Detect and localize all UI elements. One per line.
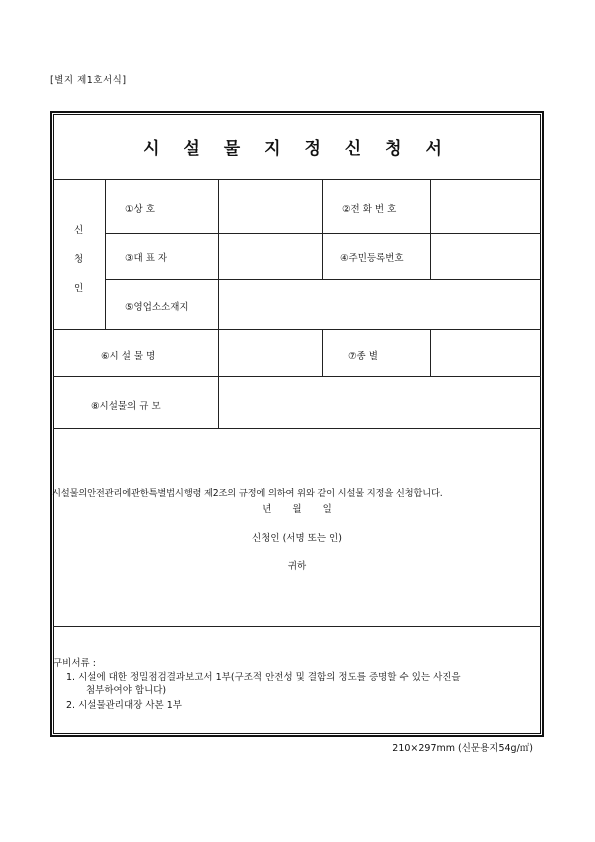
declaration-text: 시설물의안전관리에관한특별법시행령 제2조의 규정에 의하여 위와 같이 시설물 지정을 신청합니다. xyxy=(52,488,443,499)
business-address-label: ⑤영업소소재지 xyxy=(125,302,189,313)
applicant-signature-line: 신청인 (서명 또는 인) xyxy=(252,533,342,544)
required-document-1: 1. 시설에 대한 정밀점검결과보고서 1부(구조적 안전성 및 결함의 정도를 증명할 수 있는 사진을 xyxy=(66,672,461,683)
col-divider-label xyxy=(218,179,219,428)
title-divider xyxy=(53,179,541,180)
col-divider-right-2 xyxy=(430,329,431,376)
applicant-label-char-2: 청 xyxy=(74,254,84,265)
trade-name-label: ①상 호 xyxy=(125,204,155,215)
required-documents-title: 구비서류 : xyxy=(53,658,96,669)
row-divider-2 xyxy=(105,279,541,280)
type-label: ⑦종 별 xyxy=(348,351,378,362)
addressee-label: 귀하 xyxy=(287,561,307,572)
row-divider-4 xyxy=(53,376,541,377)
date-line: 년 월 일 xyxy=(262,504,332,515)
section-divider-docs xyxy=(53,626,541,627)
col-divider-right-1 xyxy=(430,179,431,279)
form-title: 시 설 물 지 정 신 청 서 xyxy=(143,139,451,159)
col-divider-mid-1 xyxy=(322,179,323,279)
required-document-1-continued: 첨부하여야 합니다) xyxy=(86,685,167,696)
form-number-label: [별지 제1호서식] xyxy=(50,75,127,86)
applicant-label-char-3: 인 xyxy=(74,283,84,294)
representative-label: ③대 표 자 xyxy=(125,253,168,264)
col-divider-applicant xyxy=(105,179,106,329)
row-divider-1 xyxy=(105,233,541,234)
col-divider-mid-2 xyxy=(322,329,323,376)
resident-no-label: ④주민등록번호 xyxy=(340,253,404,264)
paper-size-note: 210×297mm (신문용지54g/㎡) xyxy=(392,743,533,754)
row-divider-3 xyxy=(53,329,541,330)
row-divider-5 xyxy=(53,428,541,429)
facility-scale-label: ⑧시설물의 규 모 xyxy=(91,401,161,412)
applicant-label-char-1: 신 xyxy=(74,225,84,236)
facility-name-label: ⑥시 설 물 명 xyxy=(101,351,156,362)
phone-label: ②전 화 번 호 xyxy=(342,204,397,215)
required-document-2: 2. 시설물관리대장 사본 1부 xyxy=(66,700,182,711)
